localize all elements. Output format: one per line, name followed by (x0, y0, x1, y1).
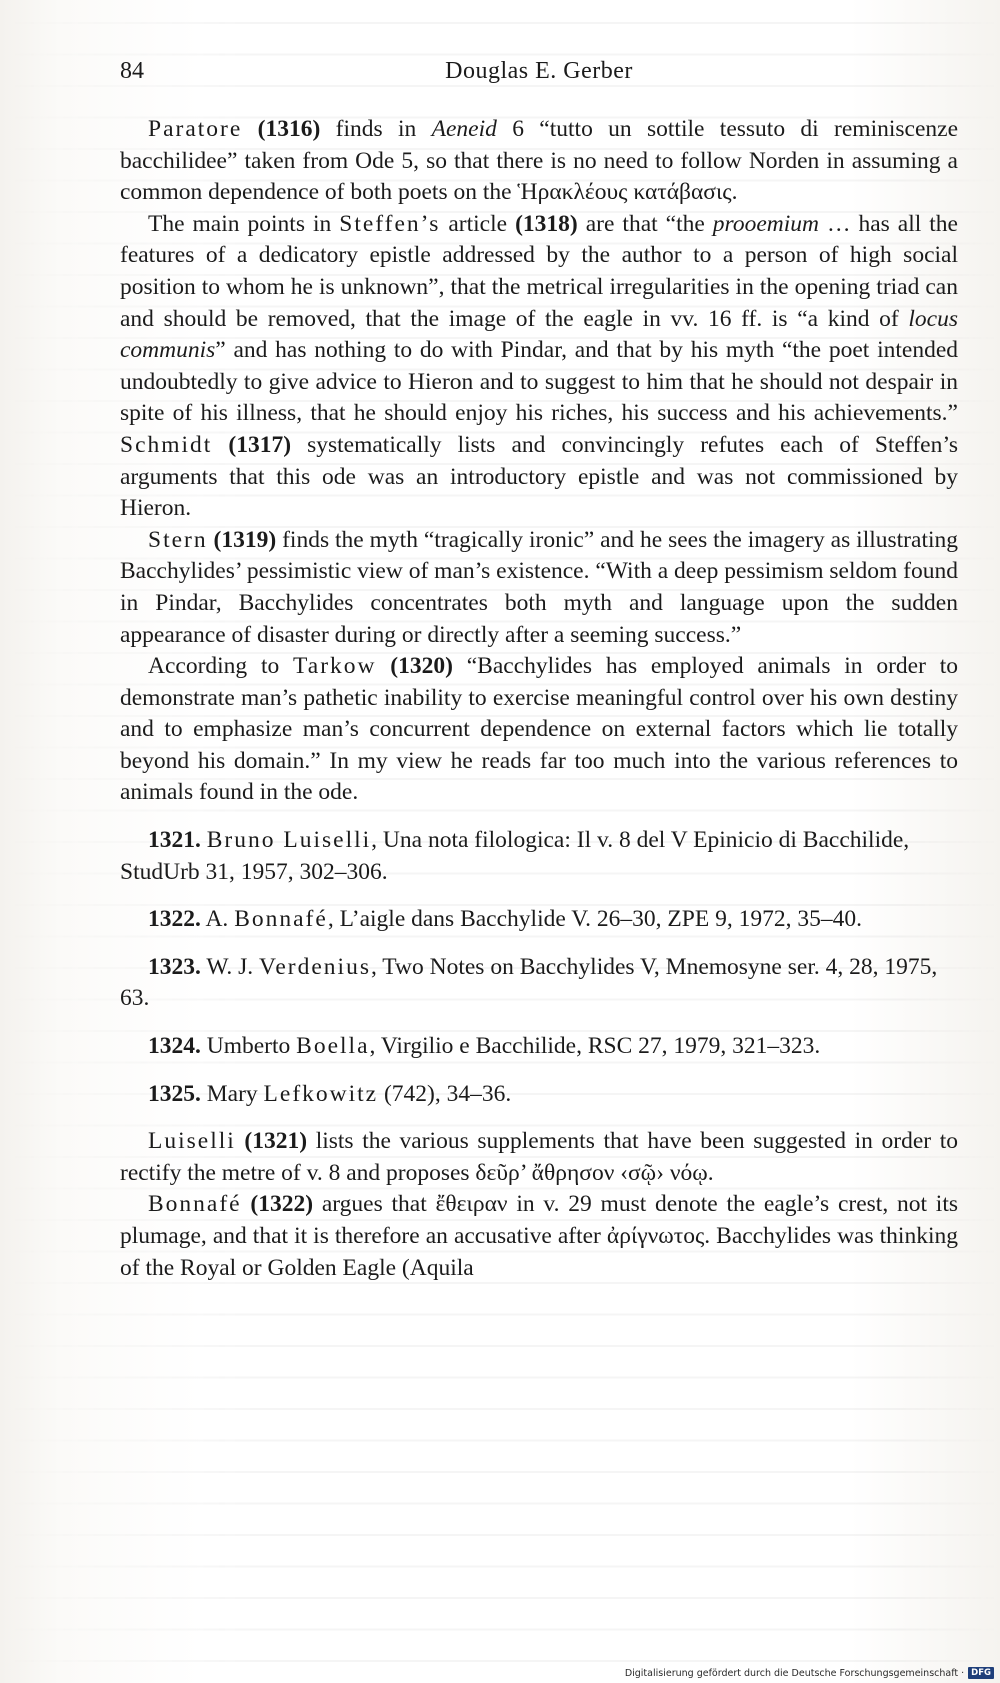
paragraph (120, 1189, 958, 1284)
text-run: , L’aigle dans Bacchylide V. 26–30, ZPE 9, 1972, 35–40. (327, 906, 862, 933)
text-run (242, 116, 257, 142)
bibliography-entry (120, 1031, 958, 1063)
bibliography-list (120, 825, 958, 1110)
text-run: W. J. (200, 953, 259, 980)
paragraphs-bottom (120, 1126, 958, 1284)
reference-number: 1324. (148, 1033, 201, 1060)
reference-number: (1321) (244, 1128, 308, 1155)
text-run: A. (200, 906, 235, 933)
reference-number: (1322) (250, 1191, 314, 1218)
paragraph (120, 114, 958, 209)
text-run: According to (148, 653, 294, 680)
text-run: argues that ἔθειραν in v. 29 must denote the eagle’s crest, not its plumage, and that it is therefore an accusative after ἀρίγνωτος. Bacchylides was thinking of the Royal or Golden Eagle (Aquila (120, 1191, 958, 1281)
text-run: 6 “tutto un sottile tessuto di reminiscenze bacchilidee” taken from Ode 5, so that there is no need to follow Norden in assuming a common dependence of both poets on the Ἡρακλέους κατάβασις. (120, 116, 958, 206)
body-text (120, 114, 958, 1284)
reference-number: (1317) (228, 431, 292, 458)
reference-number: 1322. (148, 906, 201, 933)
italic-text: prooemium (712, 210, 819, 237)
paragraph (120, 209, 958, 525)
text-run: “Bacchylides has employed animals in order to demonstrate man’s pathetic inability to exercise meaningful control over his own destiny and to emphasize man’s concurrent dependence on external factors which lie totally beyond his domain.” In my view he reads far too much into the various references to animals found in the ode. (120, 653, 958, 806)
digitization-footer (625, 1667, 994, 1679)
bibliography-entry (120, 1079, 958, 1111)
paragraph (120, 1126, 958, 1189)
text-run: , Two Notes on Bacchylides V, Mnemosyne ser. 4, 28, 1975, 63. (120, 953, 938, 1012)
author-name: Bonnafé (148, 1191, 242, 1218)
reference-number: (1316) (257, 116, 321, 142)
dfg-logo: DFG (968, 1667, 994, 1679)
paragraph (120, 651, 958, 809)
reference-number: 1321. (148, 827, 201, 854)
reference-number: (1319) (213, 526, 277, 553)
text-run: (742), 34–36. (378, 1080, 512, 1107)
text-run: lists the various supplements that have been suggested in order to rectify the metre of v. 8 and proposes δεῦρ’ ἄθρησον ‹σῷ› νόῳ. (120, 1128, 958, 1186)
text-run: article (440, 210, 516, 237)
author-name: Tarkow (293, 653, 377, 680)
author-name: Steffen’s (339, 210, 441, 237)
author-name: Schmidt (120, 431, 213, 458)
text-run: … has all the features of a dedicatory epistle addressed by the author to a person of high social position to whom he is unknown”, that the metrical irregularities in the opening triad can and should be removed, that the image of the eagle in vv. 16 ff. is “a kind of (120, 210, 958, 332)
bibliography-entry (120, 904, 958, 936)
author-name: Paratore (148, 116, 243, 142)
author-name: Luiselli (148, 1128, 236, 1155)
text-run: systematically lists and convincingly refutes each of Steffen’s arguments that this ode was an introductory epistle and was not commissioned by Hieron. (120, 431, 959, 522)
text-run: Mary (200, 1080, 264, 1107)
italic-text: locus communis (120, 305, 958, 364)
page-header (120, 58, 958, 92)
text-run: , Virgilio e Bacchilide, RSC 27, 1979, 321–323. (369, 1033, 821, 1060)
author-name: Verdenius (259, 953, 371, 980)
paragraphs-top (120, 114, 958, 809)
author-name: Bonnafé (234, 906, 328, 933)
italic-text: Aeneid (431, 116, 497, 142)
reference-number: (1318) (515, 210, 578, 237)
text-run: Umberto (200, 1033, 297, 1060)
reference-number: (1320) (390, 653, 453, 680)
author-name: Lefkowitz (263, 1080, 379, 1107)
page-number: 84 (120, 58, 144, 84)
text-run (377, 653, 391, 679)
text-run: , Una nota filologica: Il v. 8 del V Epinicio di Bacchilide, StudUrb 31, 1957, 302–306. (120, 827, 910, 885)
running-head: Douglas E. Gerber (445, 58, 633, 84)
text-run: finds the myth “tragically ironic” and he sees the imagery as illustrating Bacchylides’ pessimistic view of man’s existence. “With a deep pessimism seldom found in Pindar, Bacchylides concentrates both myth and language upon the sudden appearance of disaster during or directly after a seeming success.” (120, 526, 959, 648)
bibliography-entry (120, 952, 958, 1015)
author-name: Bruno Luiselli (206, 827, 372, 854)
reference-number: 1323. (148, 953, 201, 980)
text-run: The main points in (148, 210, 340, 237)
reference-number: 1325. (148, 1080, 201, 1107)
text-run: finds in (320, 116, 432, 142)
paragraph (120, 525, 958, 651)
footer-text: Digitalisierung gefördert durch die Deutsche Forschungsgemeinschaft · (624, 1667, 965, 1679)
author-name: Stern (148, 526, 208, 553)
text-run: are that “the (577, 210, 713, 237)
text-run: ” and has nothing to do with Pindar, and that by his myth “the poet intended undoubtedly to give advice to Hieron and to suggest to him that he should not despair in spite of his illness, that he should enjoy his riches, his success and his achievements.” (120, 337, 958, 427)
bibliography-entry (120, 825, 958, 888)
text-run (212, 432, 228, 458)
author-name: Boella (296, 1033, 370, 1060)
